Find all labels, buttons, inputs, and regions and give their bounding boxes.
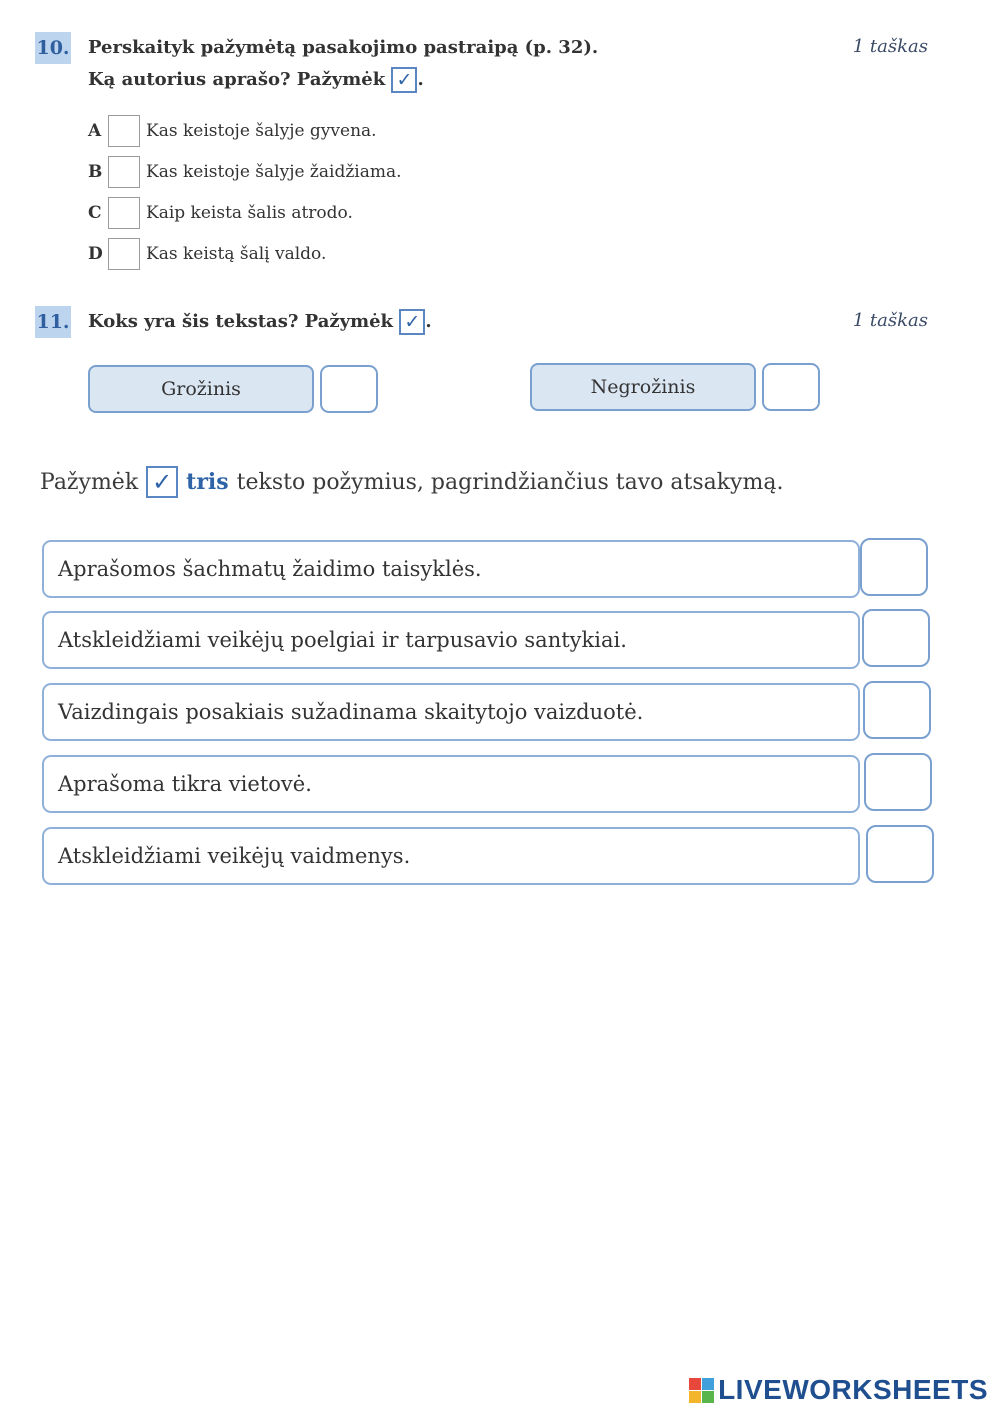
option-letter: A: [88, 121, 102, 141]
feature-5-checkbox[interactable]: [866, 825, 934, 883]
option-letter: D: [88, 244, 103, 264]
option-c: [88, 196, 353, 230]
logo-square: [689, 1378, 701, 1390]
checkmark-icon: ✓: [391, 67, 417, 93]
brand-name: LIVEWORKSHEETS: [718, 1374, 988, 1405]
option-text: Kaip keista šalis atrodo.: [146, 203, 353, 223]
option-letter: C: [88, 203, 102, 223]
logo-square: [702, 1378, 714, 1390]
option-a-checkbox[interactable]: [108, 115, 140, 147]
logo-square: [702, 1391, 714, 1403]
liveworksheets-logo: [689, 1374, 988, 1406]
option-c-checkbox[interactable]: [108, 197, 140, 229]
question-10-line1: Perskaityk pažymėtą pasakojimo pastraipą (p. 32).: [88, 37, 599, 58]
feature-row: Aprašoma tikra vietovė.: [42, 755, 860, 813]
feature-3-checkbox[interactable]: [863, 681, 931, 739]
choice-grozinis-label: Grožinis: [88, 365, 314, 413]
feature-2-checkbox[interactable]: [862, 609, 930, 667]
question-11-text: [88, 306, 432, 338]
feature-row: Vaizdingais posakiais sužadinama skaitytojo vaizduotė.: [42, 683, 860, 741]
feature-row: Atskleidžiami veikėjų vaidmenys.: [42, 827, 860, 885]
question-10-number: 10.: [35, 32, 71, 64]
instruction-bold: tris: [186, 469, 229, 495]
option-d: [88, 237, 326, 271]
option-b: [88, 155, 402, 189]
question-10-period: .: [417, 69, 424, 90]
checkmark-icon: ✓: [146, 466, 178, 498]
question-11-prompt: Koks yra šis tekstas? Pažymėk: [88, 311, 394, 332]
feature-4-checkbox[interactable]: [864, 753, 932, 811]
question-11-number: 11.: [35, 306, 71, 338]
option-letter: B: [88, 162, 103, 182]
feature-row: Aprašomos šachmatų žaidimo taisyklės.: [42, 540, 860, 598]
question-10-line2: [88, 64, 424, 96]
choice-negrozinis-checkbox[interactable]: [762, 363, 820, 411]
question-11-points: 1 taškas: [852, 310, 928, 331]
logo-icon: [689, 1378, 714, 1403]
feature-row: Atskleidžiami veikėjų poelgiai ir tarpusavio santykiai.: [42, 611, 860, 669]
question-10-prompt: Ką autorius aprašo? Pažymėk: [88, 69, 386, 90]
question-10-points: 1 taškas: [852, 36, 928, 57]
option-text: Kas keistoje šalyje žaidžiama.: [146, 162, 402, 182]
question-11-period: .: [425, 311, 432, 332]
checkmark-icon: ✓: [399, 309, 425, 335]
option-d-checkbox[interactable]: [108, 238, 140, 270]
option-text: Kas keistoje šalyje gyvena.: [146, 121, 377, 141]
option-text: Kas keistą šalį valdo.: [146, 244, 327, 264]
feature-1-checkbox[interactable]: [860, 538, 928, 596]
option-a: [88, 114, 377, 148]
choice-grozinis-checkbox[interactable]: [320, 365, 378, 413]
option-b-checkbox[interactable]: [108, 156, 140, 188]
instruction: [40, 466, 783, 498]
choice-negrozinis-label: Negrožinis: [530, 363, 756, 411]
instruction-prefix: Pažymėk: [40, 469, 139, 495]
instruction-rest: teksto požymius, pagrindžiančius tavo atsakymą.: [236, 469, 784, 495]
logo-square: [689, 1391, 701, 1403]
